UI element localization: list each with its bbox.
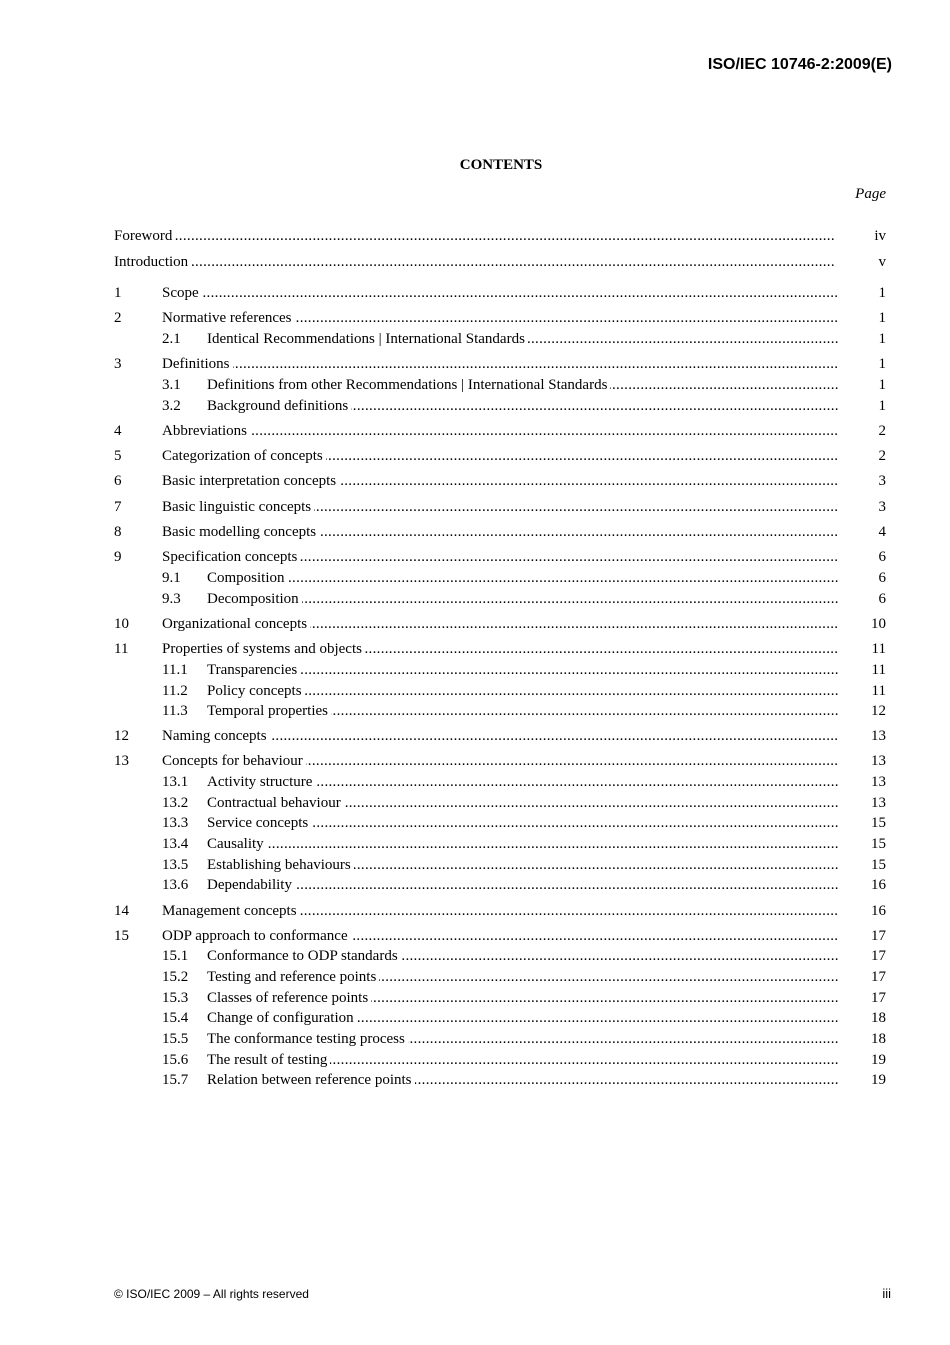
toc-entry-page: 10: [871, 616, 886, 632]
toc-entry[interactable]: [0, 329, 950, 349]
toc-entry-page: 1: [878, 310, 886, 326]
toc-entry[interactable]: [0, 901, 950, 921]
toc-entry[interactable]: [0, 926, 950, 946]
toc-entry[interactable]: [0, 226, 950, 246]
toc-entry-page: 15: [871, 815, 886, 831]
toc-entry-page: 17: [871, 948, 886, 964]
toc-entry-page: v: [878, 254, 886, 270]
dot-leader: [114, 252, 835, 272]
toc-entry-label: Specification concepts: [162, 547, 300, 567]
toc-entry-number: 13.1: [162, 774, 189, 790]
toc-entry-number: 15.7: [162, 1072, 189, 1088]
toc-entry-number: 7: [114, 499, 122, 515]
toc-entry[interactable]: [0, 354, 950, 374]
toc-entry[interactable]: [0, 967, 950, 987]
document-id: ISO/IEC 10746-2:2009(E): [707, 56, 892, 73]
toc-entry[interactable]: [0, 681, 950, 701]
toc-entry[interactable]: [0, 726, 950, 746]
toc-entry-page: 16: [871, 877, 886, 893]
toc-entry-label: Definitions from other Recommendations | International Standards: [207, 375, 610, 395]
toc-entry-page: 1: [878, 398, 886, 414]
toc-entry-label: Properties of systems and objects: [162, 639, 365, 659]
toc-entry[interactable]: [0, 252, 950, 272]
toc-entry[interactable]: [0, 614, 950, 634]
toc-entry-number: 11.3: [162, 703, 188, 719]
toc-entry[interactable]: [0, 1008, 950, 1028]
toc-entry-page: 4: [878, 524, 886, 540]
toc-entry-page: 11: [871, 662, 886, 678]
toc-entry-number: 8: [114, 524, 122, 540]
toc-entry-page: 18: [871, 1010, 886, 1026]
toc-entry[interactable]: [0, 793, 950, 813]
toc-entry-number: 15.2: [162, 969, 189, 985]
toc-entry-page: 13: [871, 728, 886, 744]
toc-entry[interactable]: [0, 834, 950, 854]
toc-entry-label: Conformance to ODP standards: [207, 946, 401, 966]
toc-entry-page: 12: [871, 703, 886, 719]
toc-entry[interactable]: [0, 701, 950, 721]
toc-entry[interactable]: [0, 1070, 950, 1090]
toc-entry-number: 13.5: [162, 857, 189, 873]
dot-leader: [207, 875, 838, 895]
toc-entry[interactable]: [0, 1029, 950, 1049]
toc-entry[interactable]: [0, 813, 950, 833]
toc-entry[interactable]: [0, 446, 950, 466]
toc-entry-number: 11.1: [162, 662, 188, 678]
toc-entry-page: 15: [871, 836, 886, 852]
toc-entry-label: Relation between reference points: [207, 1070, 415, 1090]
toc-entry-number: 9.1: [162, 570, 181, 586]
toc-entry-label: Foreword: [114, 226, 175, 246]
toc-entry-label: Change of configuration: [207, 1008, 357, 1028]
toc-entry-page: 13: [871, 753, 886, 769]
toc-entry-label: Normative references: [162, 308, 295, 328]
toc-entry-number: 3.2: [162, 398, 181, 414]
toc-entry-page: 3: [878, 499, 886, 515]
toc-entry-label: ODP approach to conformance: [162, 926, 351, 946]
toc-entry-number: 3: [114, 356, 122, 372]
toc-entry-label: Activity structure: [207, 772, 315, 792]
toc-entry-label: The conformance testing process: [207, 1029, 408, 1049]
toc-entry-label: Composition: [207, 568, 288, 588]
toc-entry[interactable]: [0, 751, 950, 771]
toc-entry-page: 3: [878, 473, 886, 489]
toc-entry-number: 13.2: [162, 795, 189, 811]
toc-entry-page: 19: [871, 1072, 886, 1088]
toc-entry-number: 1: [114, 285, 122, 301]
toc-entry-label: Dependability: [207, 875, 295, 895]
toc-entry-number: 2: [114, 310, 122, 326]
toc-entry[interactable]: [0, 988, 950, 1008]
toc-entry-label: Service concepts: [207, 813, 311, 833]
dot-leader: [162, 421, 838, 441]
toc-entry-page: 13: [871, 795, 886, 811]
toc-entry-page: 1: [878, 377, 886, 393]
toc-entry-page: 16: [871, 903, 886, 919]
toc-entry-label: Contractual behaviour: [207, 793, 344, 813]
toc-entry-label: Naming concepts: [162, 726, 270, 746]
toc-entry-label: Basic interpretation concepts: [162, 471, 339, 491]
toc-entry[interactable]: [0, 855, 950, 875]
toc-entry-number: 2.1: [162, 331, 181, 347]
toc-entry-label: Management concepts: [162, 901, 300, 921]
toc-entry-label: Basic modelling concepts: [162, 522, 319, 542]
toc-entry-label: Decomposition: [207, 589, 302, 609]
toc-entry-label: Definitions: [162, 354, 233, 374]
toc-entry[interactable]: [0, 639, 950, 659]
dot-leader: [162, 283, 838, 303]
dot-leader: [207, 660, 838, 680]
toc-entry-page: 6: [878, 549, 886, 565]
toc-entry-page: 18: [871, 1031, 886, 1047]
toc-entry-number: 13.4: [162, 836, 189, 852]
toc-entry-number: 9: [114, 549, 122, 565]
toc-entry[interactable]: [0, 421, 950, 441]
toc-entry-label: Basic linguistic concepts: [162, 497, 314, 517]
toc-entry-label: Policy concepts: [207, 681, 305, 701]
toc-entry-label: Concepts for behaviour: [162, 751, 306, 771]
toc-entry-number: 9.3: [162, 591, 181, 607]
toc-entry-label: Establishing behaviours: [207, 855, 354, 875]
toc-entry-page: iv: [874, 228, 886, 244]
toc-entry-label: Transparencies: [207, 660, 300, 680]
toc-entry-label: Abbreviations: [162, 421, 250, 441]
toc-entry-page: 19: [871, 1052, 886, 1068]
contents-title: CONTENTS: [459, 157, 543, 173]
toc-entry[interactable]: [0, 308, 950, 328]
toc-entry-page: 15: [871, 857, 886, 873]
toc-entry[interactable]: [0, 396, 950, 416]
toc-entry-number: 13.6: [162, 877, 189, 893]
toc-entry-number: 15.4: [162, 1010, 189, 1026]
toc-entry-page: 1: [878, 356, 886, 372]
copyright-notice: © ISO/IEC 2009 – All rights reserved: [114, 1287, 309, 1301]
toc-entry-label: Testing and reference points: [207, 967, 379, 987]
toc-entry-page: 17: [871, 990, 886, 1006]
toc-entry-label: Organizational concepts: [162, 614, 310, 634]
toc-entry[interactable]: [0, 946, 950, 966]
toc-entry-page: 6: [878, 570, 886, 586]
toc-entry-number: 11: [114, 641, 129, 657]
dot-leader: [114, 226, 835, 246]
toc-entry-number: 6: [114, 473, 122, 489]
toc-entry-label: Introduction: [114, 252, 191, 272]
toc-entry-page: 1: [878, 285, 886, 301]
toc-entry-page: 2: [878, 448, 886, 464]
toc-entry[interactable]: [0, 875, 950, 895]
toc-entry-label: Causality: [207, 834, 267, 854]
toc-entry-page: 2: [878, 423, 886, 439]
toc-entry[interactable]: [0, 547, 950, 567]
toc-entry[interactable]: [0, 497, 950, 517]
toc-entry[interactable]: [0, 522, 950, 542]
toc-entry[interactable]: [0, 589, 950, 609]
toc-entry-number: 15: [114, 928, 129, 944]
toc-entry[interactable]: [0, 660, 950, 680]
toc-entry-label: The result of testing: [207, 1050, 330, 1070]
toc-entry-number: 10: [114, 616, 129, 632]
page-column-label: Page: [855, 186, 886, 202]
toc-entry-page: 11: [871, 683, 886, 699]
toc-entry-label: Background definitions: [207, 396, 351, 416]
toc-entry[interactable]: [0, 283, 950, 303]
dot-leader: [162, 354, 838, 374]
toc-entry[interactable]: [0, 375, 950, 395]
toc-entry-label: Classes of reference points: [207, 988, 371, 1008]
toc-entry-number: 13.3: [162, 815, 189, 831]
toc-entry-number: 5: [114, 448, 122, 464]
toc-entry[interactable]: [0, 568, 950, 588]
dot-leader: [207, 834, 838, 854]
toc-entry[interactable]: [0, 471, 950, 491]
toc-entry-number: 12: [114, 728, 129, 744]
toc-entry-label: Scope: [162, 283, 202, 303]
toc-entry-label: Temporal properties: [207, 701, 331, 721]
toc-entry-label: Identical Recommendations | International Standards: [207, 329, 528, 349]
toc-entry-page: 17: [871, 969, 886, 985]
toc-entry-page: 17: [871, 928, 886, 944]
toc-entry[interactable]: [0, 772, 950, 792]
toc-entry-number: 15.5: [162, 1031, 189, 1047]
toc-entry-number: 13: [114, 753, 129, 769]
toc-entry-page: 6: [878, 591, 886, 607]
toc-entry-page: 1: [878, 331, 886, 347]
page-number: iii: [882, 1286, 891, 1301]
toc-entry-label: Categorization of concepts: [162, 446, 326, 466]
toc-entry-number: 3.1: [162, 377, 181, 393]
toc-entry-number: 15.6: [162, 1052, 189, 1068]
toc-entry-number: 11.2: [162, 683, 188, 699]
toc-entry-number: 14: [114, 903, 129, 919]
toc-entry-page: 11: [871, 641, 886, 657]
dot-leader: [207, 568, 838, 588]
toc-entry-page: 13: [871, 774, 886, 790]
toc-entry-number: 15.1: [162, 948, 189, 964]
toc-entry-number: 4: [114, 423, 122, 439]
toc-entry-number: 15.3: [162, 990, 189, 1006]
toc-entry[interactable]: [0, 1050, 950, 1070]
